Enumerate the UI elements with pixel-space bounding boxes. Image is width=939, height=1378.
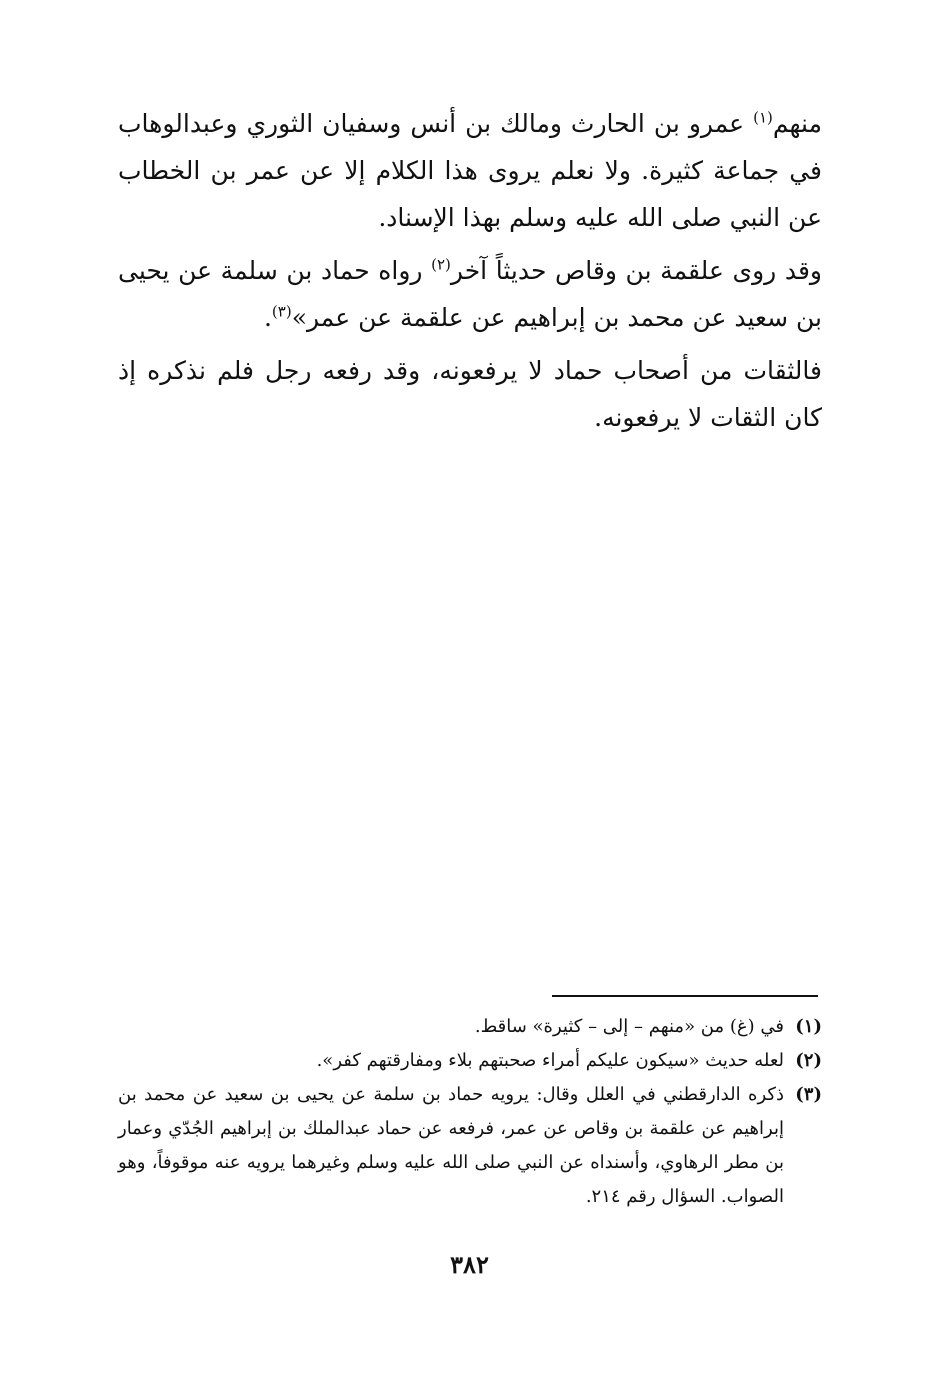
footnote-divider [552,995,818,997]
paragraph-2-text-end: . [263,303,272,332]
paragraph-2-text-start: وقد روى علقمة بن وقاص حديثاً آخر [450,256,822,285]
paragraph-3-text: فالثقات من أصحاب حماد لا يرفعونه، وقد رفعه رجل فلم نذكره إذ كان الثقات لا يرفعونه. [118,356,822,432]
footnote-text: ذكره الدارقطني في العلل وقال: يرويه حماد بن سلمة عن يحيى بن سعيد عن محمد بن إبراهيم عن علقمة بن وقاص عن عمر، فرفعه عن حماد عبدالملك بن إبراهيم الجُدّي وعمار بن مطر الرهاوي، وأسنداه عن النبي صلى الله عليه وسلم وغيرهما يرويه عنه موقوفاً، وهو الصواب. السؤال رقم ٢١٤. [118,1084,784,1207]
footnote-number: (١) [795,1016,822,1037]
footnote-1 [118,1010,822,1044]
paragraph-2 [118,247,822,341]
paragraph-1-text-end: عمرو بن الحارث ومالك بن أنس وسفيان الثوري وعبدالوهاب في جماعة كثيرة. ولا نعلم يروى هذا الكلام إلا عن عمر بن الخطاب عن النبي صلى الله عليه وسلم بهذا الإسناد. [118,109,822,232]
footnote-2 [118,1044,822,1078]
footnote-text: لعله حديث «سيكون عليكم أمراء صحبتهم بلاء ومفارقتهم كفر». [316,1050,784,1071]
page-number: ٣٨٢ [450,1250,489,1279]
paragraph-1-text-start: منهم [772,109,822,138]
footnote-text: في (غ) من «منهم – إلى – كثيرة» ساقط. [474,1016,784,1037]
footnote-number: (٢) [795,1050,822,1071]
footnote-marker-3: (٣) [271,302,292,321]
footnotes [118,1010,822,1214]
footnote-marker-2: (٢) [431,255,451,274]
footnote-number: (٣) [795,1084,822,1105]
main-text [118,100,822,447]
paragraph-2-text-middle: رواه حماد بن سلمة عن يحيى بن سعيد عن محمد بن إبراهيم عن علقمة عن عمر» [118,256,822,332]
paragraph-1 [118,100,822,241]
paragraph-3 [118,347,822,441]
footnote-marker-1: (١) [753,108,773,127]
footnote-3 [118,1078,822,1214]
